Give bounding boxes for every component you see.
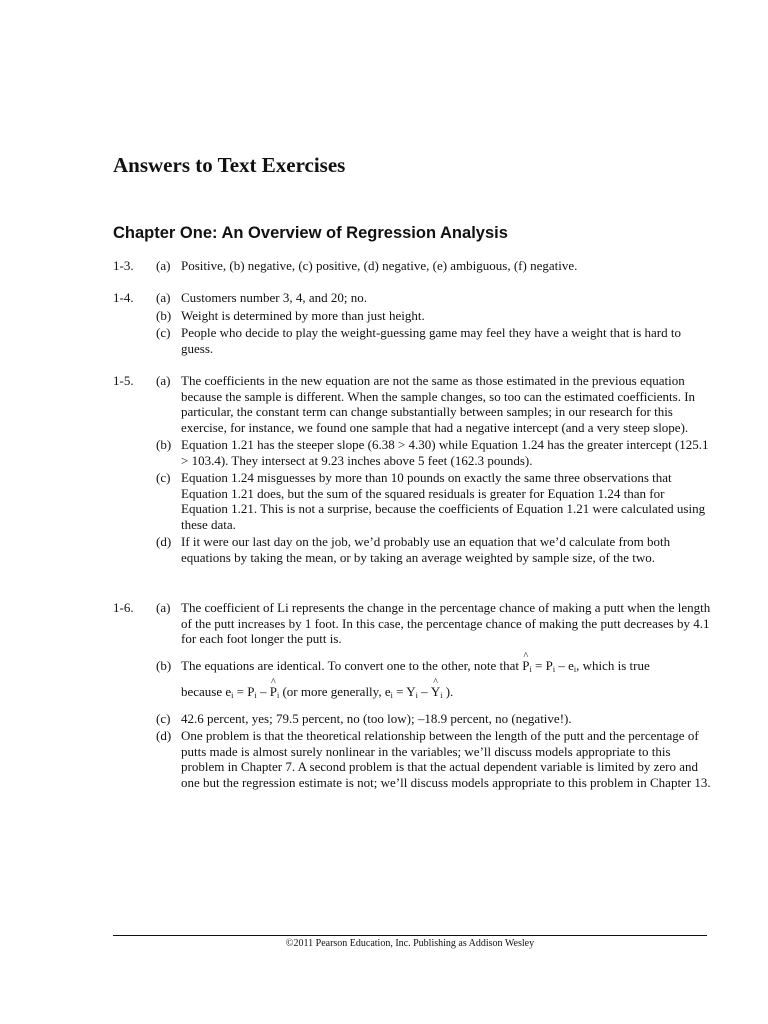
part-text: People who decide to play the weight-guessing game may feel they have a weight that is hard to guess. <box>181 325 681 356</box>
part-text: One problem is that the theoretical relationship between the length of the putt and the percentage of putts made is almost surely nonlinear in the variables; we’ll discuss models appropriate to this problem in Chapter 7. A second problem is that the actual dependent variable is limited by zero and one but the regression estimate is not; we’ll discuss models appropriate to this problem in Chapter 13. <box>181 728 711 790</box>
minus-sign: – <box>558 657 565 673</box>
answer-part <box>113 534 713 565</box>
part-label: (a) <box>156 373 171 388</box>
equation-general <box>385 684 446 699</box>
text-segment: (or more generally, <box>282 683 382 699</box>
answer-part <box>113 470 713 532</box>
equation-residual <box>225 684 282 699</box>
equals-sign: = <box>396 683 404 699</box>
subscript: i <box>552 664 556 674</box>
hat-symbol <box>430 681 443 703</box>
part-label: (b) <box>156 307 172 323</box>
minus-sign: – <box>259 683 267 699</box>
subscript: i <box>276 690 280 700</box>
footer-divider <box>113 935 707 936</box>
subscript: i <box>415 690 418 700</box>
answer-part <box>113 655 713 707</box>
hat-symbol <box>269 681 280 703</box>
part-text: Weight is determined by more than just height. <box>181 307 425 323</box>
var-y: Y <box>406 683 416 699</box>
copyright-footer: ©2011 Pearson Education, Inc. Publishing as Addison Wesley <box>285 938 535 949</box>
var-e: e <box>568 657 574 673</box>
minus-sign: – <box>421 683 428 699</box>
var-p: P <box>545 657 553 673</box>
part-label: (b) <box>156 437 172 452</box>
answer-part <box>113 308 713 324</box>
exercise-number: 1-5. <box>113 373 134 388</box>
part-label: (c) <box>156 470 171 485</box>
answer-part <box>113 728 713 790</box>
comma: , <box>576 657 580 673</box>
part-label: (a) <box>156 600 171 615</box>
subscript: i <box>440 690 443 700</box>
part-text: Equation 1.24 misguesses by more than 10 pounds on exactly the same three observations that Equation 1.21 does, but the sum of the squared residuals is greater for Equation 1.24 than for Equation 1.21. This is not a surprise, because the coefficients of Equation 1.21 were calculated using these data. <box>181 470 706 532</box>
exercise-1-5 <box>113 373 713 565</box>
var-y: Y <box>430 683 441 699</box>
var-p: P <box>247 683 255 699</box>
part-label: (a) <box>156 258 171 273</box>
page-title: Answers to Text Exercises <box>113 153 346 177</box>
answer-part <box>113 437 713 468</box>
hat-symbol <box>522 655 529 677</box>
var-e: e <box>225 683 232 699</box>
answer-part <box>113 373 713 435</box>
part-label: (b) <box>156 657 172 673</box>
exercise-number: 1-3. <box>113 258 134 273</box>
part-text: Equation 1.21 has the steeper slope (6.38 > 4.30) while Equation 1.24 has the greater intercept (125.1 > 103.4). They intersect at 9.23 inches above 5 feet (162.3 pounds). <box>181 437 709 468</box>
answer-part <box>113 600 713 647</box>
chapter-heading: Chapter One: An Overview of Regression Analysis <box>113 224 508 242</box>
exercise-number: 1-4. <box>113 290 134 305</box>
text-segment: which is true <box>582 657 650 673</box>
var-p: P <box>269 683 277 699</box>
subscript: i <box>231 690 234 700</box>
exercise-1-4 <box>113 290 713 356</box>
equals-sign: = <box>535 657 543 673</box>
part-label: (c) <box>156 710 171 726</box>
part-label: (d) <box>156 728 172 743</box>
answer-part <box>113 325 713 356</box>
part-label: (a) <box>156 290 171 305</box>
part-text: Customers number 3, 4, and 20; no. <box>181 290 367 305</box>
answer-part <box>113 258 713 274</box>
part-text: 42.6 percent, yes; 79.5 percent, no (too low); –18.9 percent, no (negative!). <box>181 710 572 726</box>
part-text: If it were our last day on the job, we’d probably use an equation that we’d calculate from both equations by taking the mean, or by taking an average weighted by sample size, of the two. <box>181 534 671 565</box>
part-text: The coefficients in the new equation are not the same as those estimated in the previous equation because the sample is different. When the sample changes, so too can the estimated coefficients. In particular, the constant term can change substantially between samples; in our research for this exercise, for instance, we found one sample that had a negative intercept (and a very steep slope). <box>181 373 696 435</box>
text-segment: because <box>181 683 223 699</box>
subscript: i <box>254 690 257 700</box>
part-label: (c) <box>156 325 171 340</box>
equals-sign: = <box>236 683 244 699</box>
exercise-1-3 <box>113 258 713 274</box>
answer-part <box>113 290 713 306</box>
text-segment: ). <box>445 683 454 699</box>
part-text: The coefficient of Li represents the change in the percentage chance of making a putt when the length of the putt increases by 1 foot. In this case, the percentage chance of making the putt decreases by 4.1 for each foot longer the putt is. <box>181 600 711 646</box>
subscript: i <box>573 664 577 674</box>
subscript: i <box>390 690 393 700</box>
subscript: i <box>529 664 532 674</box>
part-text: Positive, (b) negative, (c) positive, (d) negative, (e) ambiguous, (f) negative. <box>181 258 578 273</box>
exercise-number: 1-6. <box>113 600 134 615</box>
part-text <box>181 655 713 707</box>
var-p: P <box>522 657 530 673</box>
part-label: (d) <box>156 534 172 549</box>
answer-part <box>113 711 713 727</box>
var-e: e <box>384 683 391 699</box>
exercise-1-6 <box>113 600 713 790</box>
equation-p-hat <box>522 658 582 673</box>
text-segment: The equations are identical. To convert one to the other, note that <box>181 657 520 673</box>
